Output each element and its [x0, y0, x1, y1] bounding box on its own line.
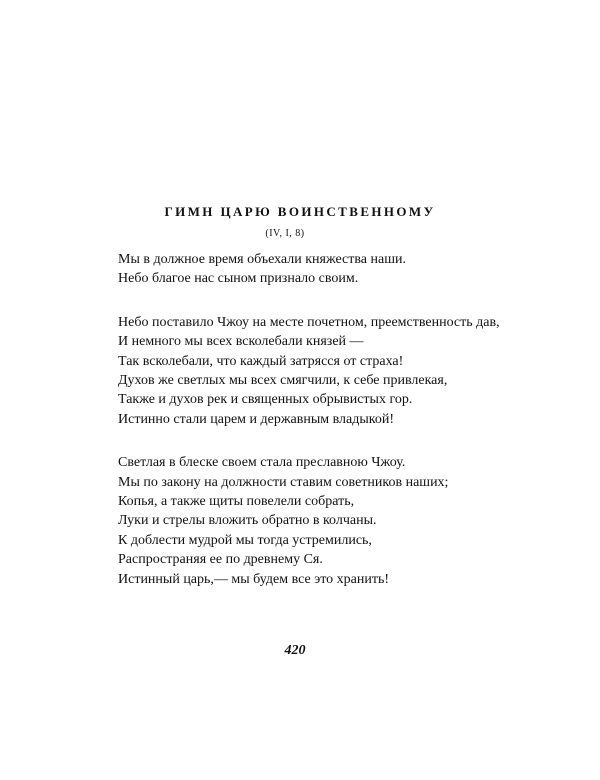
poem-line: И немного мы всех всколебали князей — [118, 334, 364, 350]
poem-line: Так всколебали, что каждый затрясся от страха! [118, 353, 404, 369]
stanza-3 [118, 453, 588, 589]
poem-line: Небо благое нас сыном признало своим. [118, 271, 359, 287]
poem-line: Истинно стали царем и державным владыкой! [118, 411, 395, 427]
poem-line: Мы по закону на должности ставим советников наших; [118, 474, 449, 490]
poem-title: ГИМН ЦАРЮ ВОИНСТВЕННОМУ [164, 204, 436, 219]
poem-line: Небо поставило Чжоу на месте почетном, преемственность дав, [118, 314, 500, 330]
poem-line: Духов же светлых мы всех смягчили, к себе привлекая, [118, 373, 448, 389]
stanza-2 [118, 313, 588, 429]
poem-line: К доблести мудрой мы тогда устремились, [118, 532, 372, 548]
poem-line: Копья, а также щиты повелели собрать, [118, 494, 355, 510]
poem-line: Также и духов рек и священных обрывистых гор. [118, 392, 413, 408]
poem-line: Светлая в блеске своем стала преславною Чжоу. [118, 455, 406, 471]
poem-line: Распространяя ее по древнему Ся. [118, 552, 323, 568]
poem-line: Мы в должное время объехали княжества наши. [118, 252, 406, 267]
poem-line: Луки и стрелы вложить обратно в колчаны. [118, 513, 377, 529]
stanza-1 [118, 250, 588, 289]
poem-line: Истинный царь,— мы будем все это хранить! [118, 571, 390, 587]
poem-reference: (IV, I, 8) [265, 228, 305, 239]
poem-body [118, 250, 588, 613]
page-number: 420 [284, 643, 306, 658]
